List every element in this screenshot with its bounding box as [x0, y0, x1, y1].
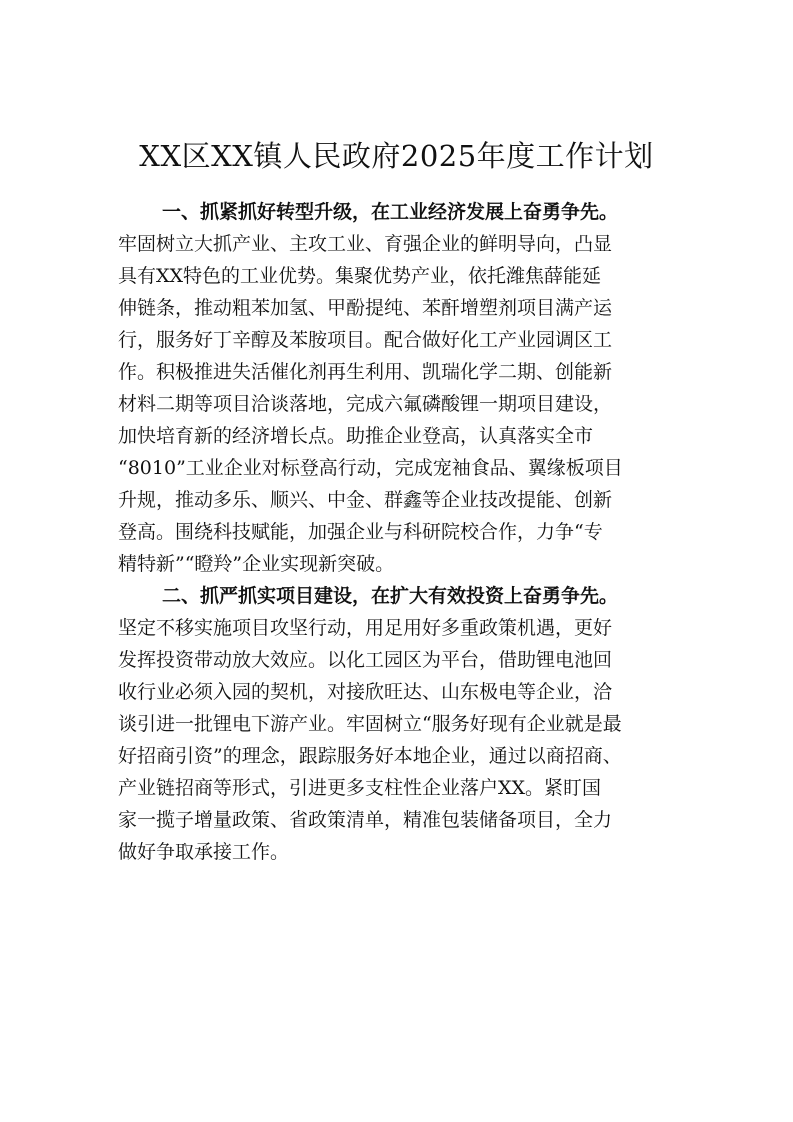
- section-2-line: 收行业必须入园的契机，对接欣旺达、山东极电等企业，洽: [118, 681, 613, 703]
- section-2-line: 坚定不移实施项目攻坚行动，用足用好多重政策机遇，更好: [118, 617, 613, 639]
- section-2-line: 产业链招商等形式，引进更多支柱性企业落户XX。紧盯国: [118, 777, 602, 799]
- section-2: [118, 580, 678, 868]
- section-1-line: 行，服务好丁辛醇及苯胺项目。配合做好化工产业园调区工: [118, 329, 613, 351]
- section-2-line: 好招商引资”的理念，跟踪服务好本地企业，通过以商招商、: [118, 745, 622, 767]
- section-1-line: “8010”工业企业对标登高行动，完成宠袖食品、翼缘板项目: [118, 457, 623, 479]
- document-body: [118, 196, 678, 868]
- section-1-heading: 一、抓紧抓好转型升级，在工业经济发展上奋勇争先。: [162, 201, 619, 223]
- section-1-line: 精特新”“瞪羚”企业实现新突破。: [118, 553, 395, 575]
- section-2-line: 发挥投资带动放大效应。以化工园区为平台，借助锂电池回: [118, 649, 613, 671]
- section-1: [118, 196, 678, 580]
- section-1-line: 升规，推动多乐、顺兴、中金、群鑫等企业技改提能、创新: [118, 489, 613, 511]
- section-1-line: 伸链条，推动粗苯加氢、甲酚提纯、苯酐增塑剂项目满产运: [118, 297, 613, 319]
- section-1-line: 具有XX特色的工业优势。集聚优势产业，依托潍焦薛能延: [118, 265, 602, 287]
- document-title: XX区XX镇人民政府2025年度工作计划: [139, 139, 654, 173]
- section-1-line: 材料二期等项目洽谈落地，完成六氟磷酸锂一期项目建设，: [118, 393, 613, 415]
- section-1-line: 牢固树立大抓产业、主攻工业、育强企业的鲜明导向，凸显: [118, 233, 613, 255]
- section-2-heading: 二、抓严抓实项目建设，在扩大有效投资上奋勇争先。: [162, 585, 619, 607]
- section-2-line: 做好争取承接工作。: [118, 841, 290, 863]
- section-2-line: 谈引进一批锂电下游产业。牢固树立“服务好现有企业就是最: [118, 713, 622, 735]
- section-2-line: 家一揽子增量政策、省政策清单，精准包装储备项目，全力: [118, 809, 613, 831]
- section-1-line: 登高。围绕科技赋能，加强企业与科研院校合作，力争“专: [118, 521, 603, 543]
- section-1-line: 加快培育新的经济增长点。助推企业登高，认真落实全市: [118, 425, 594, 447]
- section-1-line: 作。积极推进失活催化剂再生利用、凯瑞化学二期、创能新: [118, 361, 613, 383]
